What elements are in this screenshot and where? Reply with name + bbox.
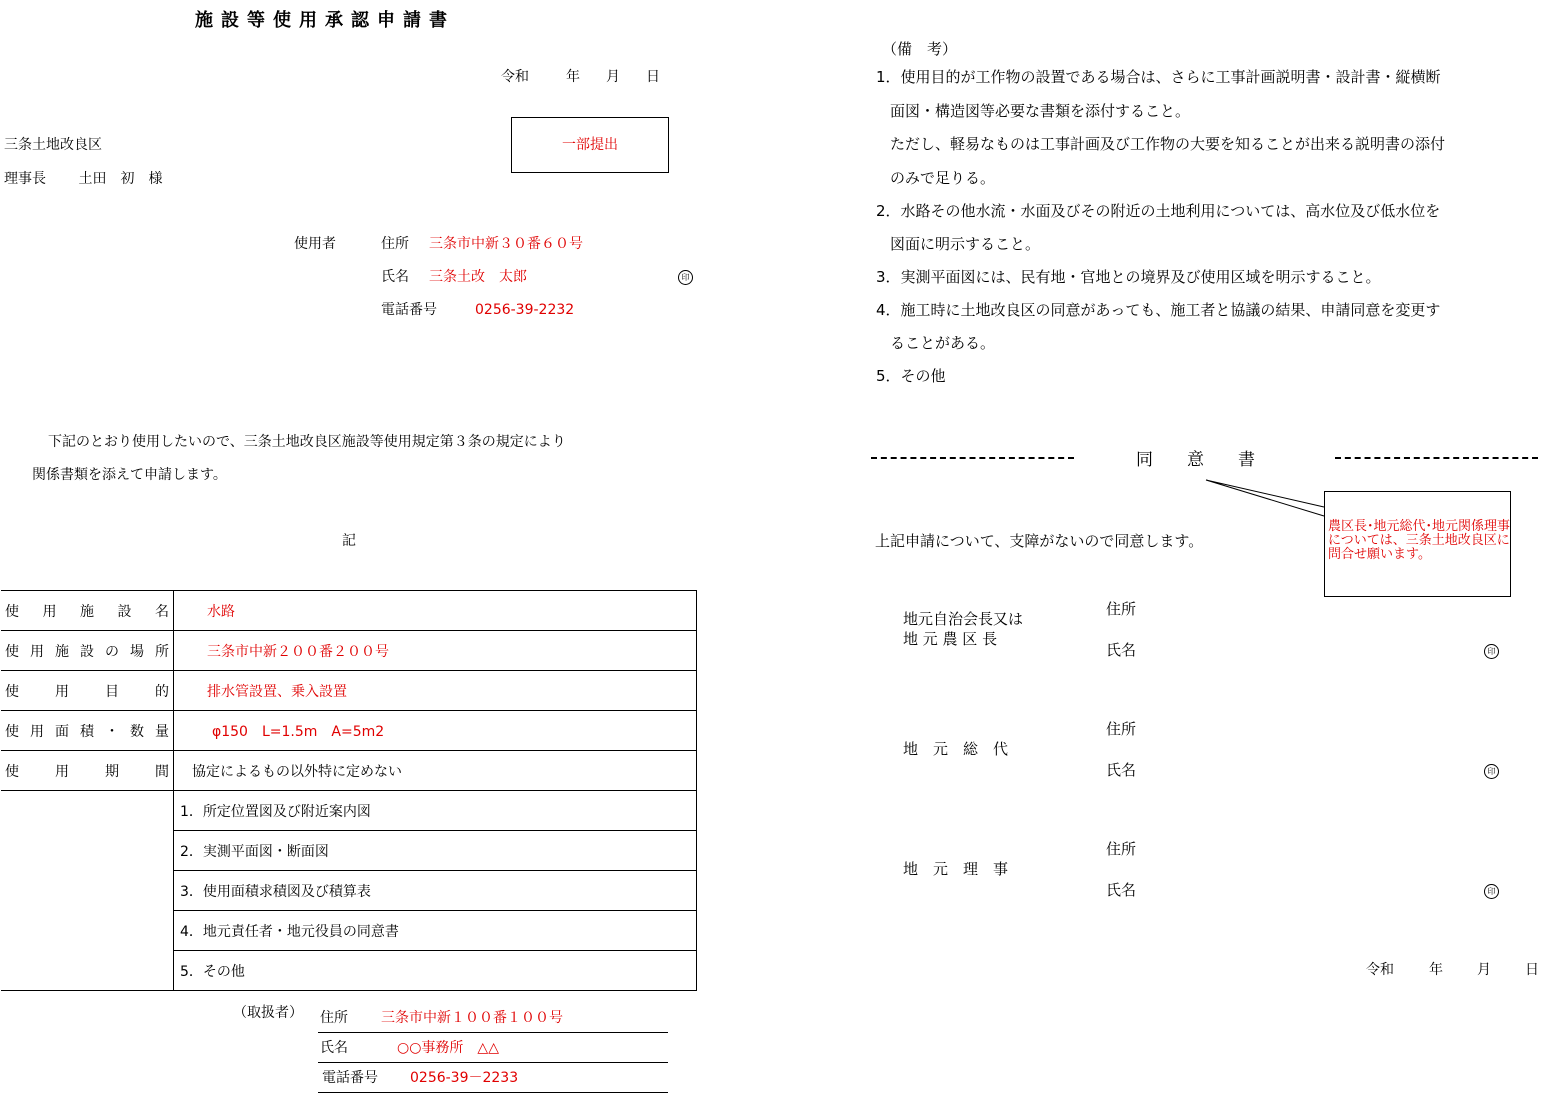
- applicant-phone-label: 電話番号: [381, 302, 437, 318]
- row-label-char: 使: [5, 683, 19, 700]
- attachment-item: 4．地元責任者・地元役員の同意書: [174, 911, 697, 951]
- row-label-char: の: [105, 643, 119, 660]
- signer-address-label: 住所: [1106, 840, 1137, 858]
- application-table: [1, 590, 697, 991]
- row-label: [1, 631, 174, 671]
- handler-name-label: 氏名: [320, 1040, 348, 1056]
- signer-seal-icon: 印: [1484, 644, 1499, 659]
- row-label-char: 面: [55, 723, 69, 740]
- note-line: 3．実測平面図には、民有地・官地との境界及び使用区域を明示すること。: [876, 268, 1381, 286]
- applicant-phone-value: 0256-39-2232: [475, 302, 575, 318]
- note-line: ることがある。: [890, 334, 996, 352]
- note-line: 2．水路その他水流・水面及びその附近の土地利用については、高水位及び低水位を: [876, 202, 1441, 220]
- signer-title: 地 元 総 代: [903, 740, 1009, 758]
- date-era: 令和: [501, 69, 529, 85]
- applicant-heading: 使用者: [294, 236, 336, 252]
- row-label-char: 名: [155, 603, 169, 620]
- signer-name-label: 氏名: [1106, 881, 1137, 899]
- row-label-char: 期: [105, 763, 119, 780]
- row-label-char: 用: [55, 683, 69, 700]
- row-label: [1, 711, 174, 751]
- row-label-char: 使: [5, 723, 19, 740]
- consent-date-era: 令和: [1366, 962, 1394, 978]
- note-line: 面図・構造図等必要な書類を添付すること。: [890, 102, 1191, 120]
- applicant-name-label: 氏名: [381, 269, 409, 285]
- row-label-char: 間: [155, 763, 169, 780]
- signer-title: 地元自治会長又は: [903, 610, 1024, 628]
- consent-text: 上記申請について、支障がないので同意します。: [875, 532, 1204, 550]
- row-value: 協定によるもの以外特に定めない: [174, 751, 697, 791]
- row-label-char: 場: [130, 643, 144, 660]
- row-label-char: 設: [117, 603, 132, 620]
- row-label-char: ・: [105, 723, 119, 740]
- note-line: 図面に明示すること。: [890, 235, 1041, 253]
- row-label-char: 的: [155, 683, 169, 700]
- callout-note: 農区長･地元総代･地元関係理事については、三条土地改良区に問合せ願います。: [1324, 491, 1511, 597]
- attachments-label-cell: [1, 791, 174, 991]
- row-label-char: 用: [55, 763, 69, 780]
- row-label-char: 施: [55, 643, 69, 660]
- date-year: 年: [566, 69, 580, 85]
- recipient-org: 三条土地改良区: [4, 137, 102, 153]
- signer-seal-icon: 印: [1484, 764, 1499, 779]
- attachment-item: 5．その他: [174, 951, 697, 991]
- applicant-name-value: 三条土改 太郎: [429, 269, 527, 285]
- recipient-person: 理事長 土田 初 様: [4, 171, 163, 187]
- row-label-char: 用: [42, 603, 57, 620]
- handler-phone-value: 0256-39－2233: [410, 1070, 519, 1086]
- note-line: 1．使用目的が工作物の設置である場合は、さらに工事計画説明書・設計書・縦横断: [876, 68, 1441, 86]
- consent-divider-left: [871, 457, 1074, 459]
- date-day: 日: [646, 69, 660, 85]
- table-row: [1, 631, 697, 671]
- attachment-item: 3．使用面積求積図及び積算表: [174, 871, 697, 911]
- row-label-char: 使: [5, 603, 19, 620]
- note-line: ただし、軽易なものは工事計画及び工作物の大要を知ることが出来る説明書の添付: [890, 135, 1446, 153]
- note-line: 4．施工時に土地改良区の同意があっても、施工者と協議の結果、申請同意を変更す: [876, 301, 1441, 319]
- row-label-char: 用: [30, 723, 44, 740]
- applicant-seal-icon: 印: [678, 270, 693, 285]
- row-value: 三条市中新２００番２００号: [174, 631, 697, 671]
- signer-name-label: 氏名: [1106, 641, 1137, 659]
- body-text-line-1: 下記のとおり使用したいので、三条土地改良区施設等使用規定第３条の規定により: [48, 434, 566, 450]
- signer-address-label: 住所: [1106, 600, 1137, 618]
- document-title: 施設等使用承認申請書: [195, 10, 455, 31]
- signer-seal-icon: 印: [1484, 884, 1499, 899]
- divider: [318, 1062, 668, 1063]
- callout-pointer: [1200, 476, 1330, 536]
- row-label-char: 使: [5, 643, 19, 660]
- row-value: 水路: [174, 591, 697, 631]
- row-label-char: 量: [155, 723, 169, 740]
- row-label: [1, 591, 174, 631]
- attachment-item: 1．所定位置図及び附近案内図: [174, 791, 697, 831]
- divider: [318, 1032, 668, 1033]
- signer-name-label: 氏名: [1106, 761, 1137, 779]
- row-label: [1, 671, 174, 711]
- row-label-char: 施: [80, 603, 94, 620]
- consent-divider-right: [1335, 457, 1538, 459]
- row-value: 排水管設置、乗入設置: [174, 671, 697, 711]
- notes-heading: （備 考）: [882, 40, 958, 58]
- row-label-char: 用: [30, 643, 44, 660]
- row-value: φ150 L=1.5m A=5m2: [174, 711, 697, 751]
- row-label-char: 目: [105, 683, 119, 700]
- consent-date-month: 月: [1477, 962, 1491, 978]
- attachment-item: 2．実測平面図・断面図: [174, 831, 697, 871]
- submit-box-label: 一部提出: [562, 137, 618, 153]
- handler-address-value: 三条市中新１００番１００号: [381, 1010, 563, 1026]
- consent-heading: 同 意 書: [1136, 450, 1255, 470]
- row-label-char: 数: [130, 723, 144, 740]
- row-label-char: 所: [155, 643, 169, 660]
- note-line: 5．その他: [876, 367, 946, 385]
- row-label-char: 積: [80, 723, 94, 740]
- date-month: 月: [606, 69, 620, 85]
- table-row: [1, 711, 697, 751]
- table-row: [1, 591, 697, 631]
- signer-address-label: 住所: [1106, 720, 1137, 738]
- row-label: [1, 751, 174, 791]
- note-line: のみで足りる。: [890, 169, 996, 187]
- applicant-address-value: 三条市中新３０番６０号: [429, 236, 583, 252]
- consent-date-day: 日: [1525, 962, 1539, 978]
- body-text-line-2: 関係書類を添えて申請します。: [32, 467, 227, 483]
- row-label-char: 設: [80, 643, 94, 660]
- handler-name-value: ○○事務所 △△: [397, 1040, 499, 1056]
- handler-heading: （取扱者）: [233, 1005, 303, 1021]
- table-row: [1, 751, 697, 791]
- consent-date-year: 年: [1429, 962, 1443, 978]
- handler-phone-label: 電話番号: [322, 1070, 378, 1086]
- attachment-row: [1, 791, 697, 831]
- table-row: [1, 671, 697, 711]
- signer-title: 地 元 理 事: [903, 860, 1009, 878]
- handler-address-label: 住所: [320, 1010, 348, 1026]
- applicant-address-label: 住所: [381, 236, 409, 252]
- ki-heading: 記: [342, 533, 356, 549]
- row-label-char: 使: [5, 763, 19, 780]
- signer-title: 地 元 農 区 長: [903, 630, 998, 648]
- submit-box: [511, 117, 669, 173]
